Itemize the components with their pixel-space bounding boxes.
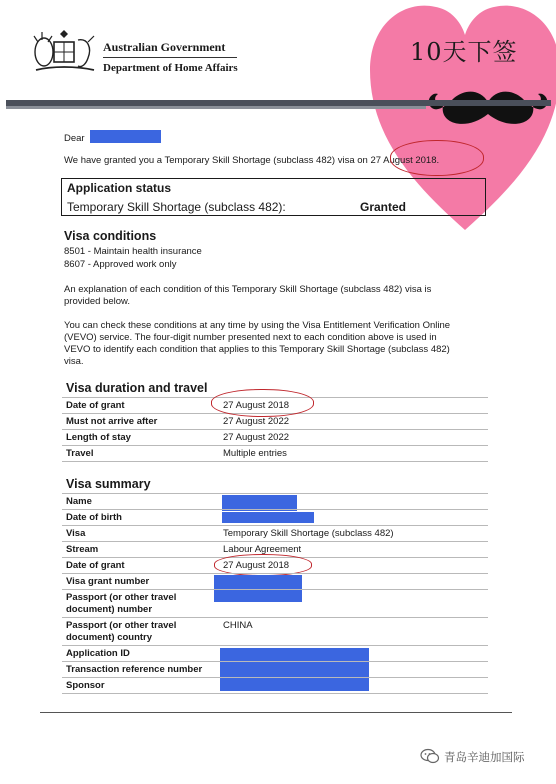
row-divider	[62, 645, 488, 646]
government-name: Australian Government	[103, 40, 226, 54]
row-divider	[62, 509, 488, 510]
summary-value: 27 August 2018	[223, 560, 290, 571]
vevo-paragraph-line: VEVO to identify each condition that applies to this Temporary Skill Shortage (subclass 482)	[64, 344, 450, 355]
summary-label: Visa	[66, 528, 86, 539]
heart-caption: 10天下签	[410, 38, 518, 66]
grant-sentence: We have granted you a Temporary Skill Shortage (subclass 482) visa on 27 August 2018.	[64, 155, 440, 166]
mustache-icon	[426, 80, 550, 140]
row-divider	[62, 541, 488, 542]
header-divider	[103, 57, 237, 58]
watermark-text: 青岛辛迪加国际	[444, 752, 525, 764]
conditions-title: Visa conditions	[64, 229, 157, 243]
vevo-paragraph-line: You can check these conditions at any time by using the Visa Entitlement Verification Online	[64, 320, 451, 331]
condition-item: 8607 - Approved work only	[64, 259, 177, 270]
summary-label: Stream	[66, 544, 99, 555]
redacted-value	[222, 512, 314, 523]
coat-of-arms-icon	[32, 28, 98, 78]
summary-label: Date of grant	[66, 560, 125, 571]
status-title: Application status	[67, 181, 172, 195]
highlight-circle	[211, 389, 314, 417]
row-divider	[62, 525, 488, 526]
row-divider	[62, 493, 488, 494]
summary-label: Passport (or other travel document) number	[66, 592, 177, 615]
row-divider	[62, 661, 488, 662]
summary-value: CHINA	[223, 620, 253, 631]
vevo-paragraph-line: (VEVO) service. The four-digit number presented next to each condition above is used in	[64, 332, 437, 343]
summary-label: Date of birth	[66, 512, 122, 523]
condition-item: 8501 - Maintain health insurance	[64, 246, 202, 257]
row-divider	[62, 617, 488, 618]
row-divider	[62, 429, 488, 430]
row-divider	[62, 573, 488, 574]
highlight-circle	[390, 140, 484, 176]
summary-label: Sponsor	[66, 680, 105, 691]
row-divider	[62, 589, 488, 590]
status-value: Granted	[360, 200, 407, 214]
summary-title: Visa summary	[66, 477, 151, 491]
vevo-paragraph-line: visa.	[64, 356, 84, 367]
summary-label: Transaction reference number	[66, 664, 203, 675]
salutation: Dear	[64, 133, 85, 144]
redacted-value	[220, 648, 369, 691]
summary-label: Visa grant number	[66, 576, 150, 587]
duration-value: 27 August 2022	[223, 416, 290, 427]
summary-value: Temporary Skill Shortage (subclass 482)	[223, 528, 394, 539]
row-divider	[62, 445, 488, 446]
duration-title: Visa duration and travel	[66, 381, 208, 395]
duration-label: Date of grant	[66, 400, 125, 411]
redacted-name	[90, 130, 161, 143]
wechat-icon	[420, 748, 440, 764]
header-bar-shadow	[6, 106, 426, 109]
conditions-paragraph-line: provided below.	[64, 296, 131, 307]
summary-value: Labour Agreement	[223, 544, 302, 555]
duration-label: Length of stay	[66, 432, 131, 443]
row-divider	[62, 461, 488, 462]
row-divider	[62, 693, 488, 694]
duration-label: Travel	[66, 448, 94, 459]
department-name: Department of Home Affairs	[103, 62, 238, 74]
row-divider	[62, 677, 488, 678]
duration-value: 27 August 2022	[223, 432, 290, 443]
duration-value: Multiple entries	[223, 448, 287, 459]
summary-label: Passport (or other travel document) country	[66, 620, 177, 643]
status-visa-name: Temporary Skill Shortage (subclass 482):	[67, 200, 286, 214]
duration-label: Must not arrive after	[66, 416, 158, 427]
conditions-paragraph-line: An explanation of each condition of this Temporary Skill Shortage (subclass 482) visa is	[64, 284, 432, 295]
duration-value: 27 August 2018	[223, 400, 290, 411]
page-footer-rule	[40, 712, 512, 713]
summary-label: Application ID	[66, 648, 130, 659]
summary-label: Name	[66, 496, 92, 507]
